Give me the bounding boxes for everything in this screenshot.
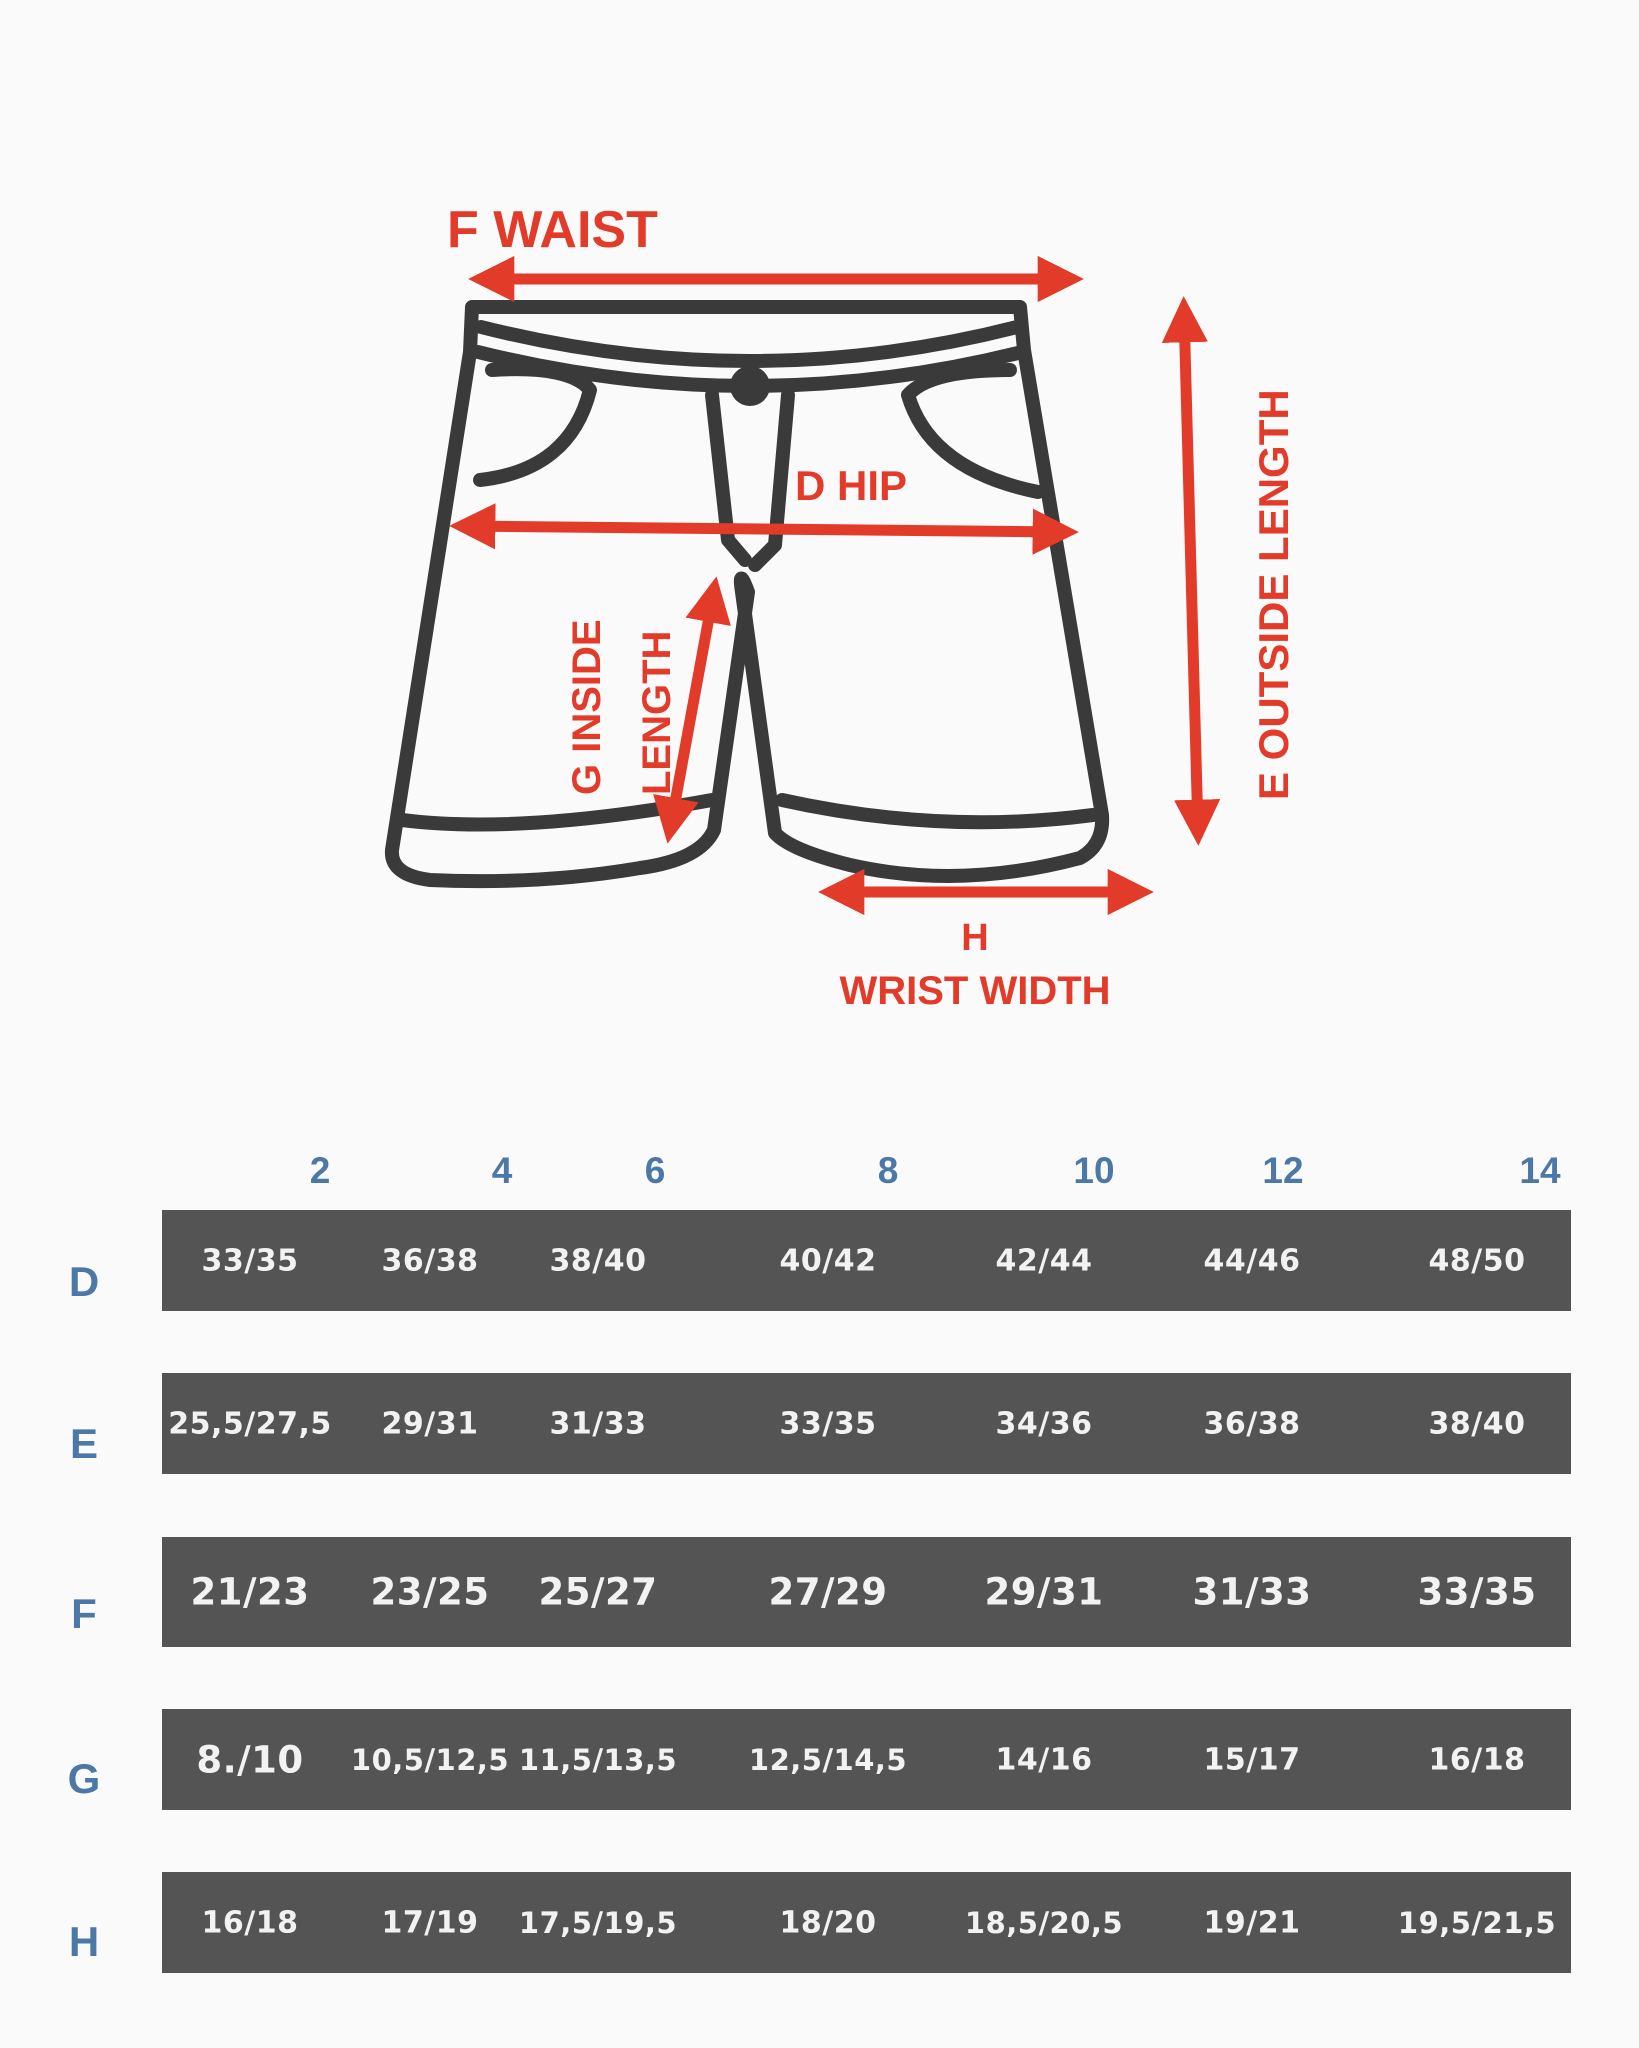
table-cell: 21/23 <box>190 1570 310 1614</box>
size-2: 2 <box>309 1150 331 1191</box>
table-cell: 19/21 <box>1203 1905 1301 1940</box>
table-cell: 18,5/20,5 <box>964 1905 1124 1940</box>
table-cell: 38/40 <box>1428 1406 1526 1441</box>
table-cell: 17,5/19,5 <box>518 1905 678 1940</box>
table-cell: 15/17 <box>1203 1742 1301 1777</box>
row-label-d: D <box>68 1258 100 1305</box>
table-cell: 31/33 <box>1192 1570 1312 1614</box>
hip-arrow-icon <box>463 526 1065 532</box>
size-header <box>0 1150 1639 1210</box>
size-12: 12 <box>1262 1150 1304 1191</box>
row-label-f: F <box>71 1590 97 1637</box>
table-row-d <box>162 1210 1571 1311</box>
table-row-f <box>162 1537 1571 1647</box>
table-cell: 27/29 <box>768 1570 888 1614</box>
table-cell: 33/35 <box>1417 1570 1537 1614</box>
table-row-h <box>162 1872 1571 1973</box>
table-cell: 44/46 <box>1203 1243 1301 1278</box>
table-cell: 16/18 <box>201 1905 299 1940</box>
row-label-h: H <box>68 1918 100 1965</box>
table-cell: 12,5/14,5 <box>748 1742 908 1777</box>
table-cell: 23/25 <box>370 1570 490 1614</box>
table-cell: 36/38 <box>381 1243 479 1278</box>
table-cell: 38/40 <box>549 1243 647 1278</box>
wrist-width-label-line1: H <box>961 917 989 959</box>
table-cell: 29/31 <box>381 1406 479 1441</box>
table-cell: 25/27 <box>538 1570 658 1614</box>
table-cell: 48/50 <box>1428 1243 1526 1278</box>
hip-label: D HIP <box>795 462 908 509</box>
table-cell: 31/33 <box>549 1406 647 1441</box>
table-cell: 29/31 <box>984 1570 1104 1614</box>
table-cell: 42/44 <box>995 1243 1093 1278</box>
size-10: 10 <box>1073 1150 1115 1191</box>
table-cell: 36/38 <box>1203 1406 1301 1441</box>
button-icon <box>730 366 770 406</box>
waist-label: F WAIST <box>447 201 658 259</box>
table-cell: 34/36 <box>995 1406 1093 1441</box>
table-cell: 25,5/27,5 <box>168 1406 332 1441</box>
table-cell: 14/16 <box>995 1742 1093 1777</box>
table-cell: 10,5/12,5 <box>350 1742 510 1777</box>
inside-length-label-line2: LENGTH <box>635 630 679 795</box>
size-6: 6 <box>644 1150 666 1191</box>
wrist-width-label-line2: WRIST WIDTH <box>839 969 1111 1013</box>
size-8: 8 <box>877 1150 899 1191</box>
table-cell: 19,5/21,5 <box>1397 1905 1557 1940</box>
table-cell: 33/35 <box>779 1406 877 1441</box>
table-cell: 8./10 <box>196 1738 304 1781</box>
table-cell: 40/42 <box>779 1243 877 1278</box>
table-cell: 17/19 <box>381 1905 479 1940</box>
row-label-g: G <box>67 1755 101 1802</box>
table-row-g <box>162 1709 1571 1810</box>
table-cell: 33/35 <box>201 1243 299 1278</box>
size-4: 4 <box>491 1150 513 1191</box>
outside-length-label: E OUTSIDE LENGTH <box>1250 389 1297 800</box>
row-label-e: E <box>69 1420 98 1467</box>
size-14: 14 <box>1519 1150 1561 1191</box>
table-cell: 16/18 <box>1428 1742 1526 1777</box>
outside-length-arrow-icon <box>1184 310 1198 832</box>
table-cell: 11,5/13,5 <box>518 1742 678 1777</box>
table-row-e <box>162 1373 1571 1474</box>
inside-length-label-line1: G INSIDE <box>565 619 609 795</box>
table-cell: 18/20 <box>779 1905 877 1940</box>
